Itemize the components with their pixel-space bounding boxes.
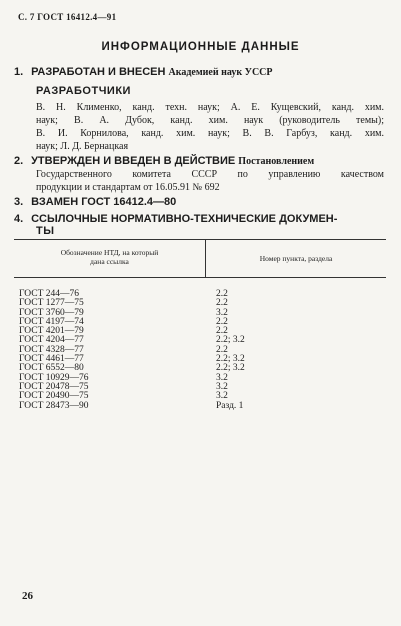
table-row: ГОСТ 4328—77 2.2 (19, 344, 228, 355)
table-row: ГОСТ 4201—79 2.2 (19, 326, 228, 337)
table-row: ГОСТ 4204—77 2.2; 3.2 (19, 335, 245, 346)
page-number: 26 (22, 590, 33, 602)
references-table (14, 239, 386, 411)
section-1-text: РАЗРАБОТАН И ВНЕСЕН (31, 66, 166, 78)
table-body (14, 290, 386, 411)
section-2-heading: 2. УТВЕРЖДЕН И ВВЕДЕН В ДЕЙСТВИЕ Постановлением (14, 155, 315, 167)
section-3-text: ВЗАМЕН ГОСТ 16412.4—80 (31, 196, 177, 208)
section-3-heading: 3. ВЗАМЕН ГОСТ 16412.4—80 (14, 196, 177, 208)
section-4-text: ССЫЛОЧНЫЕ НОРМАТИВНО-ТЕХНИЧЕСКИЕ ДОКУМЕН- (31, 213, 338, 225)
section-2-body (36, 168, 384, 194)
developers-line-2: наук; В. А. Дубок, канд. хим. наук (руководитель темы); (36, 115, 384, 126)
table-row: ГОСТ 28473—90 Разд. 1 (19, 400, 244, 411)
developers-line-4: наук; Л. Д. Бернацкая (36, 141, 129, 152)
developers-list (36, 101, 384, 153)
developers-line-1: В. Н. Клименко, канд. техн. наук; А. Е. Кущевский, канд. хим. (36, 102, 384, 113)
developers-line-3: В. И. Корнилова, канд. хим. наук; В. В. Гарбуз, канд. хим. (36, 128, 384, 139)
table-row: ГОСТ 3760—79 3.2 (19, 307, 228, 318)
section-2-text: УТВЕРЖДЕН И ВВЕДЕН В ДЕЙСТВИЕ (31, 155, 236, 167)
table-header-clause: Номер пункта, раздела (259, 254, 333, 263)
table-row: ГОСТ 244—76 2.2 (19, 289, 228, 299)
table-row: ГОСТ 4197—74 2.2 (19, 316, 228, 327)
table-row: ГОСТ 4461—77 2.2; 3.2 (19, 354, 245, 365)
table-row: ГОСТ 10929—76 3.2 (19, 372, 228, 383)
section-1-org: Академией наук УССР (168, 67, 273, 78)
table-header-ntd: Обозначение НТД, на который дана ссылка (14, 240, 206, 277)
section-2-line-2: Государственного комитета СССР по управлению качеством (36, 169, 384, 180)
developers-heading: РАЗРАБОТЧИКИ (36, 85, 131, 97)
page-header: С. 7 ГОСТ 16412.4—91 (18, 12, 117, 22)
table-row: ГОСТ 20478—75 3.2 (19, 381, 228, 392)
section-1-heading: 1. РАЗРАБОТАН И ВНЕСЕН Академией наук УССР (14, 66, 273, 78)
section-2-line-3: продукции и стандартам от 16.05.91 № 692 (36, 182, 220, 193)
section-4-heading: 4. ССЫЛОЧНЫЕ НОРМАТИВНО-ТЕХНИЧЕСКИЕ ДОКУМЕН- (14, 213, 338, 225)
table-row: ГОСТ 6552—80 2.2; 3.2 (19, 363, 245, 374)
table-row: ГОСТ 1277—75 2.2 (19, 298, 228, 309)
table-row: ГОСТ 20490—75 3.2 (19, 391, 228, 402)
page-title: ИНФОРМАЦИОННЫЕ ДАННЫЕ (101, 41, 300, 53)
table-header-row (14, 240, 386, 277)
section-4-text-cont: ТЫ (36, 225, 55, 237)
section-2-line-1: Постановлением (238, 156, 315, 167)
